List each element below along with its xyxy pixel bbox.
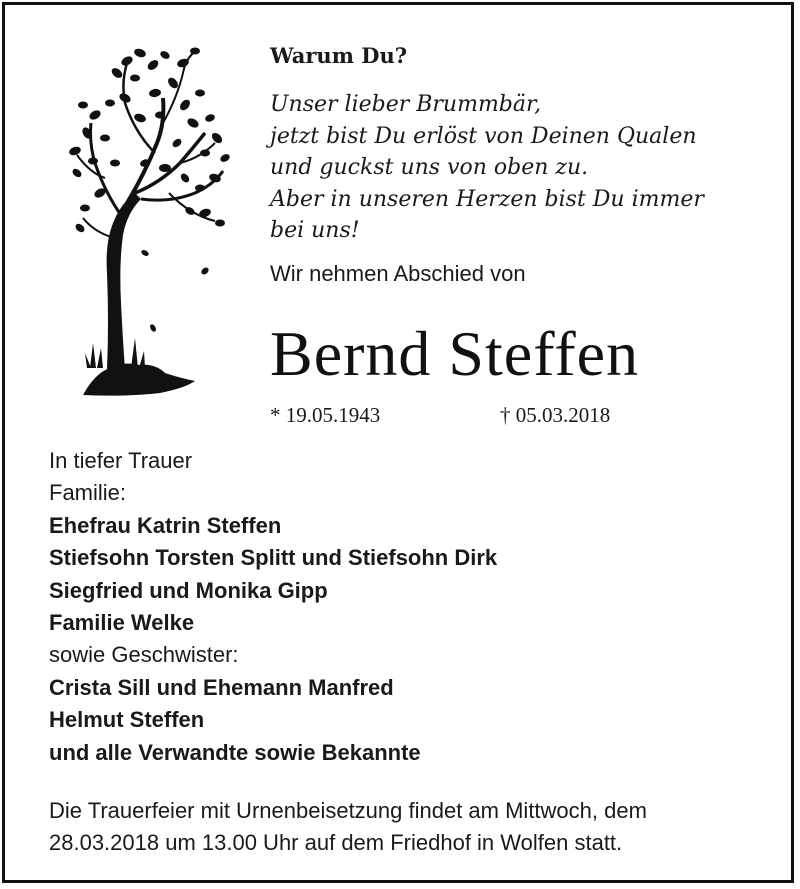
deceased-name: Bernd Steffen	[270, 318, 640, 389]
farewell-intro: Wir nehmen Abschied von	[270, 261, 526, 286]
service-notice	[49, 795, 647, 859]
mourner-name: und alle Verwandte sowie Bekannte	[49, 739, 421, 765]
poem-line: jetzt bist Du erlöst von Deinen Qualen	[270, 123, 697, 149]
service-line: 28.03.2018 um 13.00 Uhr auf dem Friedhof in Wolfen statt.	[49, 830, 623, 855]
poem-line: Unser lieber Brummbär,	[270, 92, 542, 117]
poem-line: bei uns!	[270, 218, 360, 243]
mourners-list	[49, 445, 497, 769]
mourners-siblings-label: sowie Geschwister:	[49, 642, 239, 668]
service-line: Die Trauerfeier mit Urnenbeisetzung findet am Mittwoch, dem	[49, 798, 647, 823]
poem-heading: Warum Du?	[270, 43, 408, 68]
poem	[270, 89, 704, 247]
mourners-intro: In tiefer Trauer	[49, 448, 193, 473]
mourner-name: Helmut Steffen	[49, 707, 205, 733]
mourners-family-label: Familie:	[49, 480, 127, 506]
obituary-frame	[2, 2, 794, 883]
tree-illustration-icon	[65, 43, 235, 403]
mourner-name: Familie Welke	[49, 610, 195, 636]
mourner-name: Siegfried und Monika Gipp	[49, 577, 328, 603]
mourner-name: Crista Sill und Ehemann Manfred	[49, 674, 394, 700]
mourner-name: Stiefsohn Torsten Splitt und Stiefsohn Dirk	[49, 545, 498, 571]
death-date: † 05.03.2018	[500, 403, 611, 427]
life-dates	[270, 403, 611, 428]
poem-line: Aber in unseren Herzen bist Du immer	[270, 186, 704, 212]
mourner-name: Ehefrau Katrin Steffen	[49, 512, 282, 538]
poem-line: und guckst uns von oben zu.	[270, 155, 589, 180]
birth-date: * 19.05.1943	[270, 403, 381, 427]
